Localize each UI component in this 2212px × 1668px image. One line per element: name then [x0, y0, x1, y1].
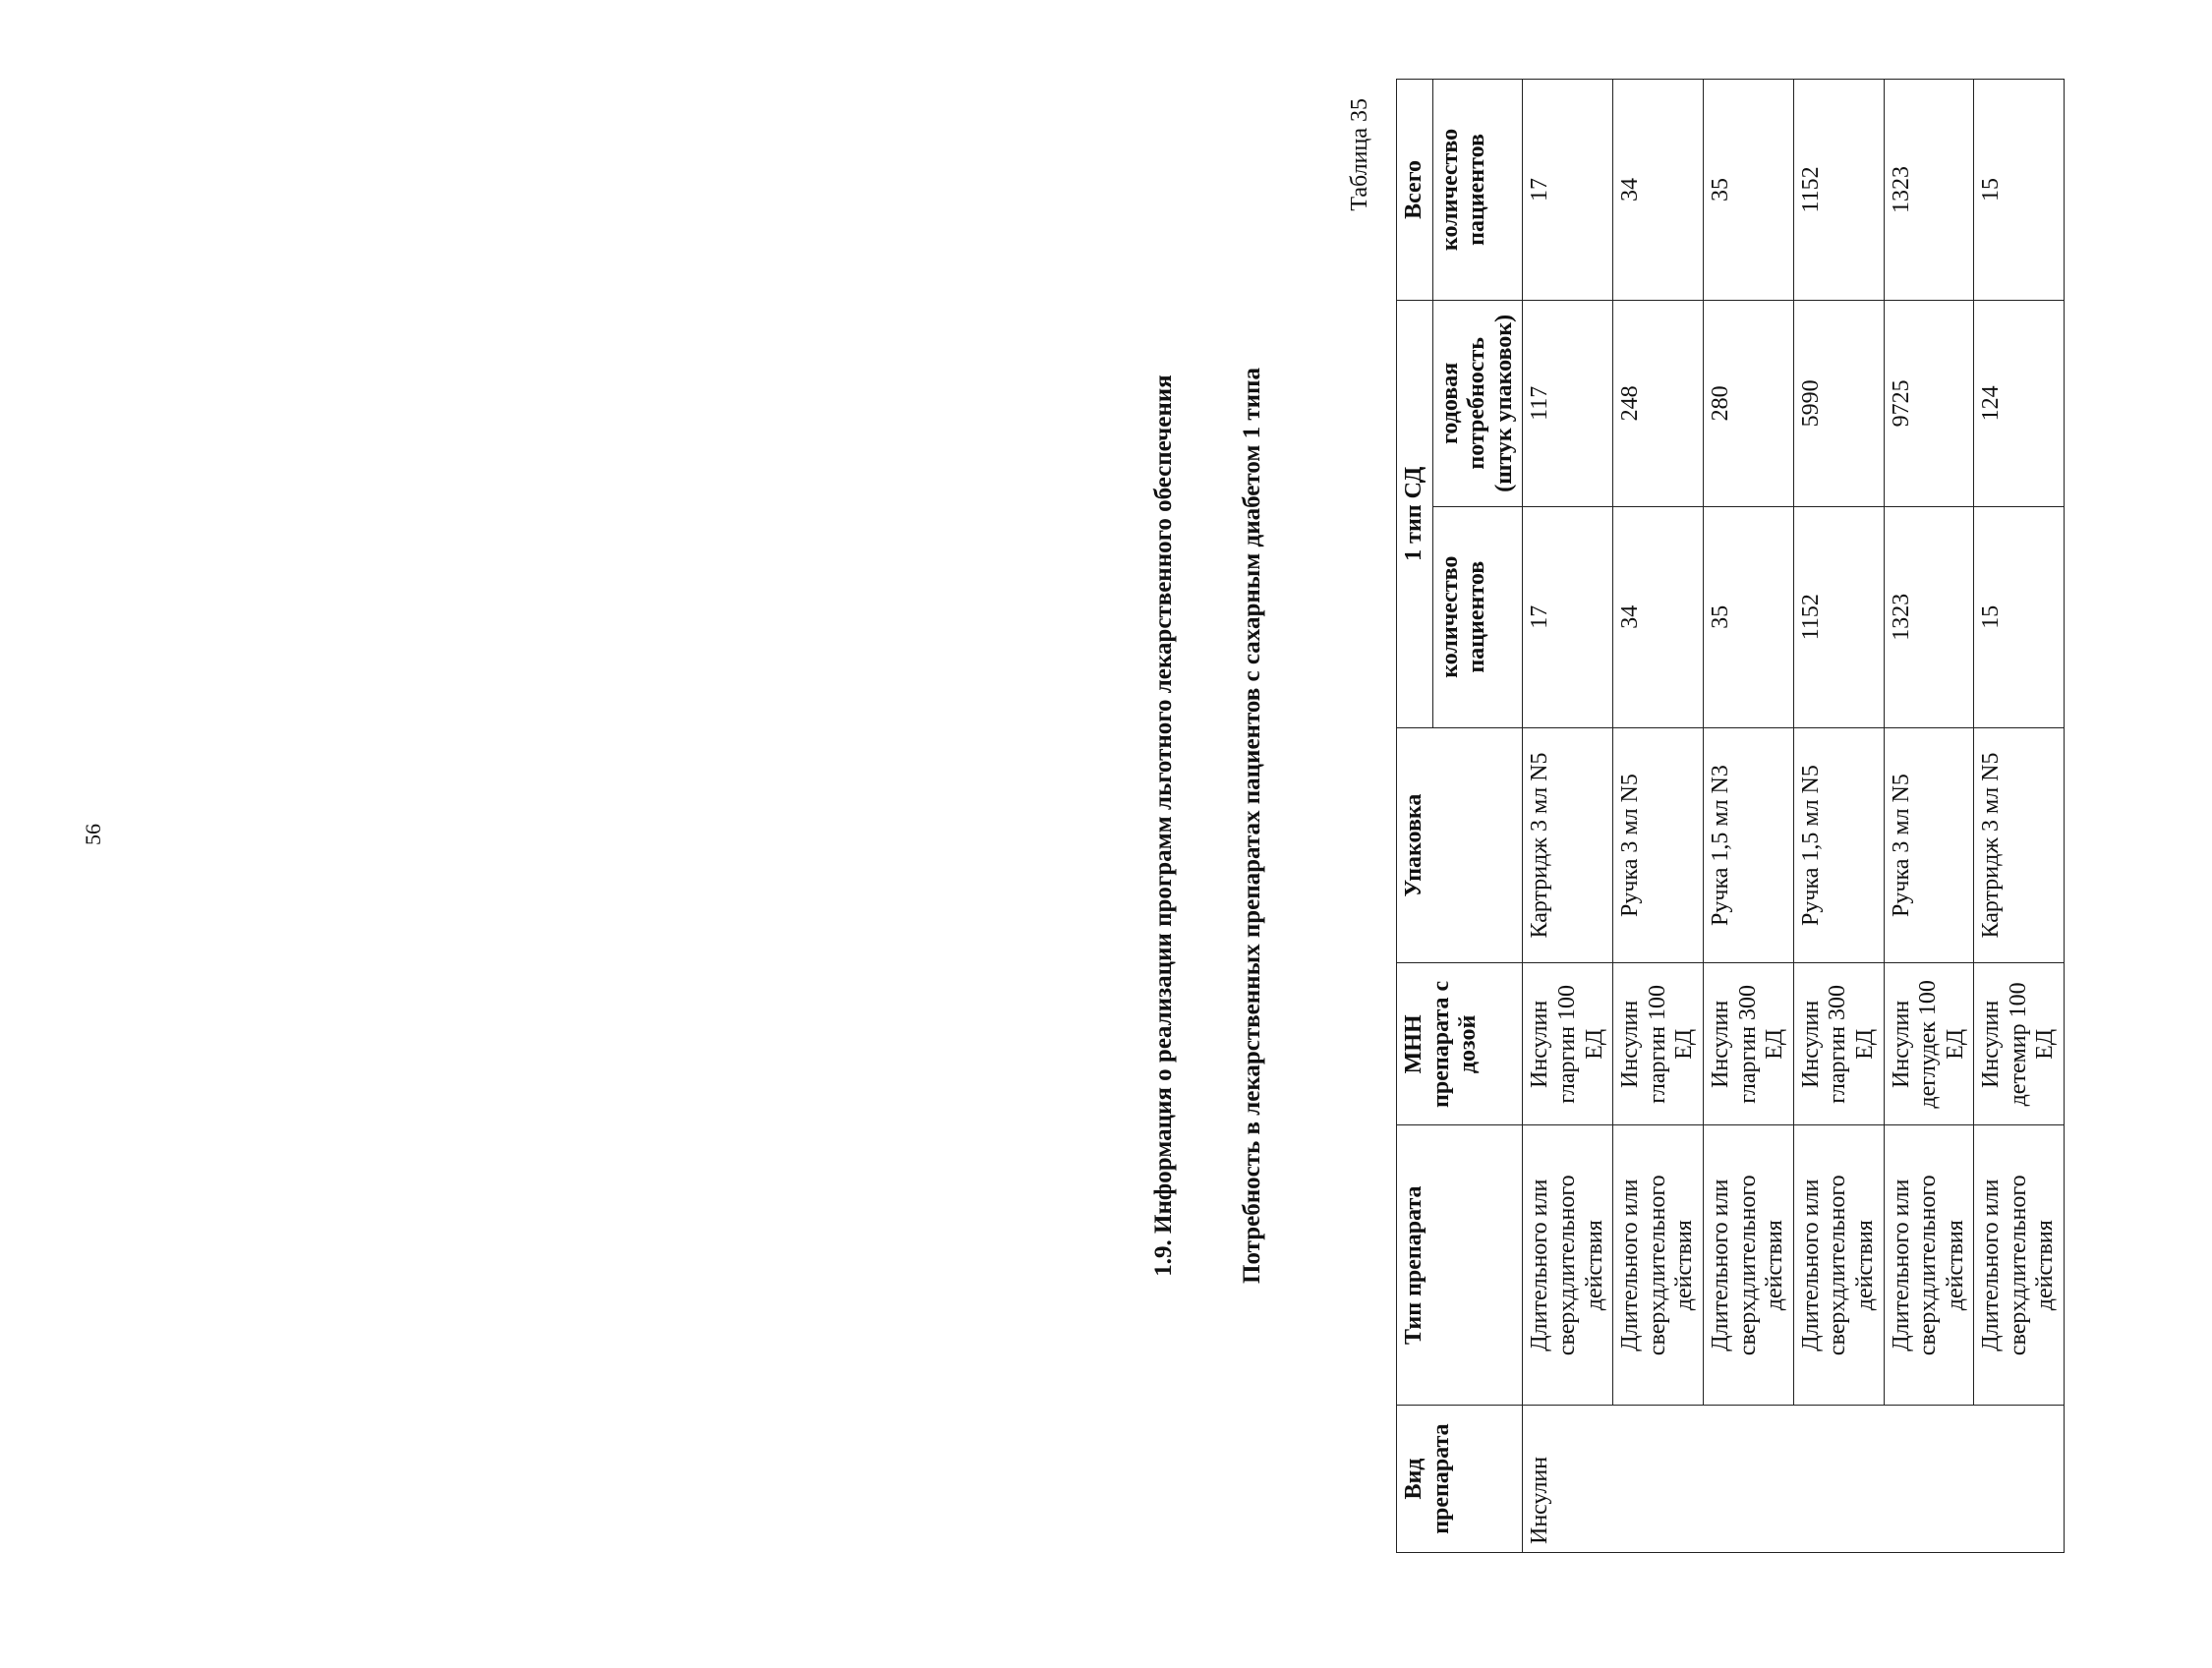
cell-tip: Длительного или сверхдлительного действия: [1974, 1125, 2065, 1406]
cell-total-patients: 1152: [1793, 80, 1884, 301]
cell-mnn: Инсулин деглудек 100 ЕД: [1884, 963, 1974, 1125]
cell-patients: 15: [1974, 506, 2065, 727]
drug-need-table: [1396, 79, 2065, 1553]
header-patients: количество пациентов: [1432, 506, 1523, 727]
cell-tip: Длительного или сверхдлительного действия: [1703, 1125, 1793, 1406]
cell-total-patients: 17: [1523, 80, 1613, 301]
table-row: [1703, 80, 1793, 1553]
cell-total-patients: 15: [1974, 80, 2065, 301]
cell-annual-need: 248: [1613, 300, 1704, 506]
cell-patients: 34: [1613, 506, 1704, 727]
table-label: Таблица 35: [1347, 98, 1372, 211]
cell-patients: 1152: [1793, 506, 1884, 727]
cell-mnn: Инсулин гларгин 100 ЕД: [1613, 963, 1704, 1125]
cell-pack: Ручка 1,5 мл N3: [1703, 727, 1793, 963]
cell-total-patients: 34: [1613, 80, 1704, 301]
cell-total-patients: 1323: [1884, 80, 1974, 301]
table-body: [1523, 80, 2065, 1553]
cell-tip: Длительного или сверхдлительного действия: [1793, 1125, 1884, 1406]
cell-vid: Инсулин: [1523, 1406, 2065, 1553]
cell-total-patients: 35: [1703, 80, 1793, 301]
header-group-total: Всего: [1397, 80, 1433, 301]
cell-patients: 17: [1523, 506, 1613, 727]
table-row: [1884, 80, 1974, 1553]
cell-pack: Картридж 3 мл N5: [1523, 727, 1613, 963]
cell-annual-need: 124: [1974, 300, 2065, 506]
header-group-sd1: 1 тип СД: [1397, 300, 1433, 727]
cell-pack: Ручка 1,5 мл N5: [1793, 727, 1884, 963]
page-number: 56: [81, 824, 105, 845]
cell-patients: 1323: [1884, 506, 1974, 727]
cell-annual-need: 9725: [1884, 300, 1974, 506]
section-title: 1.9. Информация о реализации программ льготного лекарственного обеспечения: [1150, 374, 1177, 1277]
cell-tip: Длительного или сверхдлительного действия: [1613, 1125, 1704, 1406]
cell-annual-need: 5990: [1793, 300, 1884, 506]
cell-mnn: Инсулин гларгин 300 ЕД: [1793, 963, 1884, 1125]
header-upakovka: Упаковка: [1397, 727, 1523, 963]
cell-annual-need: 280: [1703, 300, 1793, 506]
cell-pack: Ручка 3 мл N5: [1884, 727, 1974, 963]
table-row: [1793, 80, 1884, 1553]
cell-mnn: Инсулин гларгин 300 ЕД: [1703, 963, 1793, 1125]
table-row: [1613, 80, 1704, 1553]
cell-pack: Ручка 3 мл N5: [1613, 727, 1704, 963]
table-caption: Потребность в лекарственных препаратах пациентов с сахарным диабетом 1 типа: [1239, 368, 1265, 1284]
cell-mnn: Инсулин гларгин 100 ЕД: [1523, 963, 1613, 1125]
header-mnn: МНН препарата с дозой: [1397, 963, 1523, 1125]
header-tip: Тип препарата: [1397, 1125, 1523, 1406]
table-row: [1523, 80, 1613, 1553]
header-annual-need: годовая потребность (штук упаковок): [1432, 300, 1523, 506]
table-row: [1974, 80, 2065, 1553]
rotated-content: [1091, 39, 2212, 1592]
header-total-patients: количество пациентов: [1432, 80, 1523, 301]
cell-annual-need: 117: [1523, 300, 1613, 506]
cell-pack: Картридж 3 мл N5: [1974, 727, 2065, 963]
cell-tip: Длительного или сверхдлительного действия: [1884, 1125, 1974, 1406]
cell-tip: Длительного или сверхдлительного действия: [1523, 1125, 1613, 1406]
cell-mnn: Инсулин детемир 100 ЕД: [1974, 963, 2065, 1125]
header-vid: Вид препарата: [1397, 1406, 1523, 1553]
cell-patients: 35: [1703, 506, 1793, 727]
